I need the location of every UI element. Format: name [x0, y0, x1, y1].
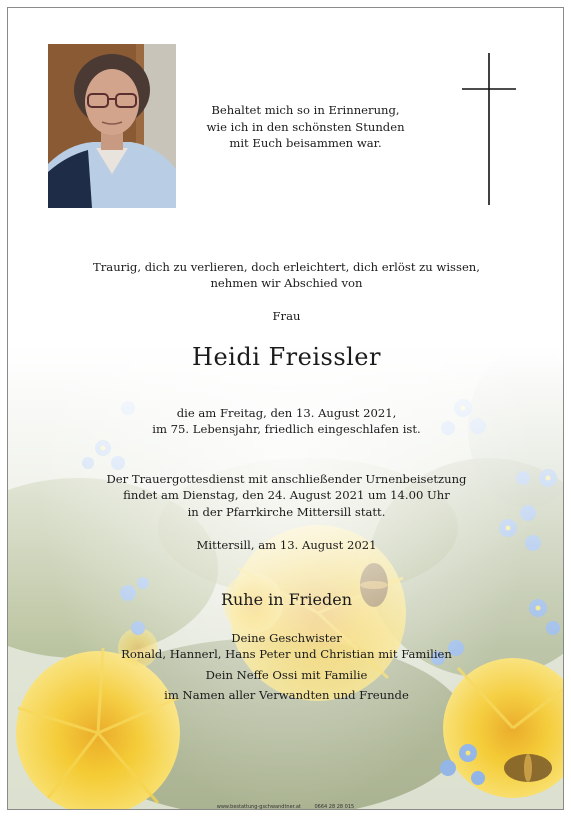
mourners-line: im Namen aller Verwandten und Freunde — [164, 687, 409, 702]
place-date: Mittersill, am 13. August 2021 — [196, 538, 377, 552]
obituary-card — [7, 7, 564, 810]
deceased-name: Heidi Freissler — [192, 343, 381, 371]
intro-line: nehmen wir Abschied von — [210, 276, 363, 291]
motto-line: wie ich in den schönsten Stunden — [206, 119, 405, 134]
motto-line: Behaltet mich so in Erinnerung, — [211, 103, 400, 117]
mourners-line: Dein Neffe Ossi mit Familie — [205, 667, 368, 682]
mourners-line: Ronald, Hannerl, Hans Peter und Christian mit Familien — [121, 647, 452, 662]
cross-icon — [462, 53, 516, 205]
footer-website[interactable]: www.bestattung-gschwandtner.at — [216, 804, 301, 810]
death-info — [8, 405, 564, 438]
service-info — [8, 471, 564, 520]
salutation: Frau — [272, 309, 301, 323]
service-info-line: in der Pfarrkirche Mittersill statt. — [187, 504, 386, 519]
footer — [0, 804, 571, 810]
death-info-line: die am Freitag, den 13. August 2021, — [176, 406, 397, 420]
mourners — [8, 630, 564, 703]
service-info-line: Der Trauergottesdienst mit anschließender Urnenbeisetzung — [106, 472, 467, 486]
service-info-line: findet am Dienstag, den 24. August 2021 um 14.00 Uhr — [123, 488, 450, 503]
ruhe-in-frieden: Ruhe in Frieden — [220, 590, 353, 609]
death-info-line: im 75. Lebensjahr, friedlich eingeschlafen ist. — [152, 422, 421, 437]
footer-phone: 0664 28 28 015 — [314, 804, 355, 810]
intro-line: Traurig, dich zu verlieren, doch erleichtert, dich erlöst zu wissen, — [93, 260, 480, 274]
motto-verse — [173, 102, 438, 152]
mourners-line: Deine Geschwister — [231, 631, 342, 645]
portrait-photo — [48, 44, 176, 208]
motto-line: mit Euch beisammen war. — [229, 136, 382, 150]
portrait-image — [48, 44, 176, 208]
intro-text — [8, 259, 564, 292]
